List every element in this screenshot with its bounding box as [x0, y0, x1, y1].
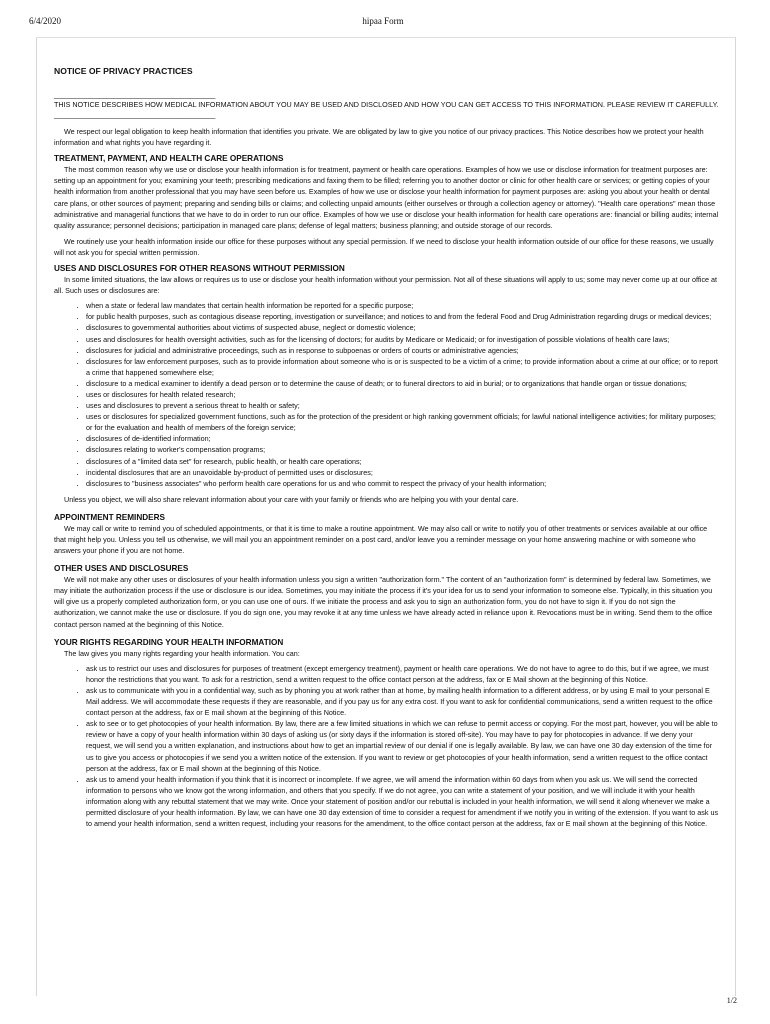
divider-rule-bottom: ______________________________________________: [54, 110, 215, 120]
section-heading-other-reasons: USES AND DISCLOSURES FOR OTHER REASONS WITHOUT PERMISSION: [54, 264, 345, 274]
treatment-paragraph: The most common reason why we use or disclose your health information is for treatment, payment or health care operations. Examples of how we use or disclose information for treatment purposes are: setting up an appointment for you; examining your teeth; prescribing medications and faxing them to be filled; referring you to another doctor or clinic for other health care or services; or getting copies of your health information from another professional that you may have seen before us. Examples of how we use or disclose your health information for payment purposes are: asking you about your health or dental care plans, or other sources of payment; preparing and sending bills or claims; and collecting unpaid amounts (either ourselves or through a collection agency or attorney). "Health care operations" mean those administrative and managerial functions that we have to do in order to run our office. Examples of how we use or disclose your health information for health care operations are: financial or billing audits; internal quality assurance; personnel decisions; participation in managed care plans; defense of legal matters; business planning; and outside storage of our records.: [54, 165, 719, 230]
section-heading-your-rights: YOUR RIGHTS REGARDING YOUR HEALTH INFORMATION: [54, 637, 284, 647]
document-title: NOTICE OF PRIVACY PRACTICES: [54, 66, 193, 76]
notice-statement: THIS NOTICE DESCRIBES HOW MEDICAL INFORMATION ABOUT YOU MAY BE USED AND DISCLOSED AND HOW YOU CAN GET ACCESS TO THIS INFORMATION. PLEASE REVIEW IT CAREFULLY.: [54, 100, 719, 109]
document-body: [54, 66, 720, 829]
list-item: • disclosures relating to worker's compensation programs;: [86, 444, 720, 455]
list-item: • disclosures of a "limited data set" for research, public health, or health care operations;: [86, 456, 720, 467]
list-item: • uses and disclosures for health oversight activities, such as for the licensing of doctors; for audits by Medicare or Medicaid; or for investigation of possible violations of health care laws;: [86, 334, 720, 345]
section-heading-other-uses: OTHER USES AND DISCLOSURES: [54, 564, 189, 574]
routine-use-paragraph: We routinely use your health information inside our office for these purposes without any special permission. If we need to disclose your health information outside of our office for these reasons, we usually will not ask you for special written permission.: [54, 236, 714, 257]
list-item: • disclosures to governmental authorities about victims of suspected abuse, neglect or domestic violence;: [86, 322, 720, 333]
list-item: • disclosure to a medical examiner to identify a dead person or to determine the cause of death; or to funeral directors to aid in burial; or to organizations that handle organ or tissue donations;: [86, 378, 720, 389]
section-heading-appointments: APPOINTMENT REMINDERS: [54, 512, 165, 522]
print-header: [29, 16, 737, 30]
family-sharing-paragraph: Unless you object, we will also share relevant information about your care with your family or friends who are helping you with your dental care.: [64, 494, 519, 504]
rights-list: [54, 663, 720, 829]
list-item: • ask us to communicate with you in a confidential way, such as by phoning you at work rather than at home, by mailing health information to a different address, or by using E mail to your personal E Mail address. We will accommodate these requests if they are reasonable, and if you pay us for any extra cost. If you want to ask for confidential communications, send a written request to the office contact person at the address, fax or E mail shown at the beginning of this Notice.: [86, 685, 720, 718]
list-item: • ask us to amend your health information if you think that it is incorrect or incomplete. If we agree, we will amend the information within 60 days from when you ask us. We will send the corrected information to persons who we know got the wrong information, and others that you specify. If we do not agree, you can write a statement of your position, and we will include it with your health information along with any rebuttal statement that we may write. Once your statement of position and/or our rebuttal is included in your health information, we will send it along whenever we make a permitted disclosure of your health information. By law, we can have one 30 day extension of time to consider a request for amendment if we notify you in writing of the extension. If you want to ask us to amend your health information, send a written request, including your reasons for the amendment, to the office contact person at the address, fax or E mail shown at the beginning of this Notice.: [86, 774, 720, 829]
appointment-paragraph: We may call or write to remind you of scheduled appointments, or that it is time to make a routine appointment. We may also call or write to notify you of other treatments or services available at our office that might help you. Unless you tell us otherwise, we will mail you an appointment reminder on a post card, and/or leave you a reminder message on your home answering machine or with someone who answers your phone if you are not home.: [54, 523, 708, 556]
section-heading-treatment: TREATMENT, PAYMENT, AND HEALTH CARE OPERATIONS: [54, 154, 284, 164]
other-uses-paragraph: We will not make any other uses or disclosures of your health information unless you sign a written "authorization form." The content of an "authorization form" is determined by federal law. Sometimes, we may initiate the authorization process if the use or disclosure is our idea. Sometimes, you may initiate the process if it's your idea for us to send your information to someone else. Typically, in this situation you will give us a properly completed authorization form, or you can use one of ours. If we initiate the process and ask you to sign an authorization form, you do not have to sign it. If you do not sign the authorization, we cannot make the use or disclosure. If you do sign one, you may revoke it at any time unless we have already acted in reliance upon it. Revocations must be in writing. Send them to the office contact person named at the beginning of this Notice.: [54, 575, 713, 629]
list-item: • when a state or federal law mandates that certain health information be reported for a specific purpose;: [86, 300, 720, 311]
divider-rule-top: ______________________________________________: [54, 90, 215, 99]
page-number: 1/2: [726, 996, 737, 1005]
list-item: • ask to see or to get photocopies of your health information. By law, there are a few limited situations in which we can refuse to permit access or copying. For the most part, however, you will be able to review or have a copy of your health information within 30 days of asking us (or sixty days if the information is stored off-site). You may have to pay for photocopies in advance. If we deny your request, we will send you a written explanation, and instructions about how to get an impartial review of our denial if one is legally available. By law, we can have one 30 day extension of the time for us to give you access or photocopies if we send you a written notice of the extension. If you want to review or get photocopies of your health information, send a written request to the office contact person at the address, fax or E mail shown at the beginning of this Notice.: [86, 718, 720, 773]
disclosure-list: [54, 300, 720, 489]
list-item: • uses or disclosures for health related research;: [86, 389, 720, 400]
list-item: • uses and disclosures to prevent a serious threat to health or safety;: [86, 400, 720, 411]
list-item: • ask us to restrict our uses and disclosures for purposes of treatment (except emergency treatment), payment or health care operations. We do not have to agree to do this, but if we agree, we must honor the restrictions that you want. To ask for a restriction, send a written request to the office contact person at the address, fax or E Mail shown at the beginning of this Notice.: [86, 663, 720, 685]
limited-situations-paragraph: In some limited situations, the law allows or requires us to use or disclose your health information without your permission. Not all of these situations will apply to us; some may never come up at our office at all. Such uses or disclosures are:: [54, 275, 718, 296]
print-date: 6/4/2020: [29, 16, 62, 26]
list-item: • disclosures for judicial and administrative proceedings, such as in response to subpoenas or orders of courts or administrative agencies;: [86, 345, 720, 356]
list-item: • uses or disclosures for specialized government functions, such as for the protection of the president or high ranking government officials; for lawful national intelligence activities; for military purposes; or for the evaluation and health of members of the foreign service;: [86, 411, 720, 433]
list-item: • for public health purposes, such as contagious disease reporting, investigation or surveillance; and notices to and from the federal Food and Drug Administration regarding drugs or medical devices;: [86, 311, 720, 322]
list-item: • incidental disclosures that are an unavoidable by-product of permitted uses or disclosures;: [86, 467, 720, 478]
rights-intro-paragraph: The law gives you many rights regarding your health information. You can:: [64, 648, 300, 658]
list-item: • disclosures to "business associates" who perform health care operations for us and who commit to respect the privacy of your health information;: [86, 478, 720, 489]
list-item: • disclosures for law enforcement purposes, such as to provide information about someone who is or is suspected to be a victim of a crime; to provide information about a crime at our office; or to report a crime that happened somewhere else;: [86, 356, 720, 378]
print-title: hipaa Form: [362, 16, 404, 26]
list-item: • disclosures of de-identified information;: [86, 433, 720, 444]
intro-paragraph: We respect our legal obligation to keep health information that identifies you private. We are obligated by law to give you notice of our privacy practices. This Notice describes how we protect your health information and what rights you have regarding it.: [54, 127, 704, 148]
